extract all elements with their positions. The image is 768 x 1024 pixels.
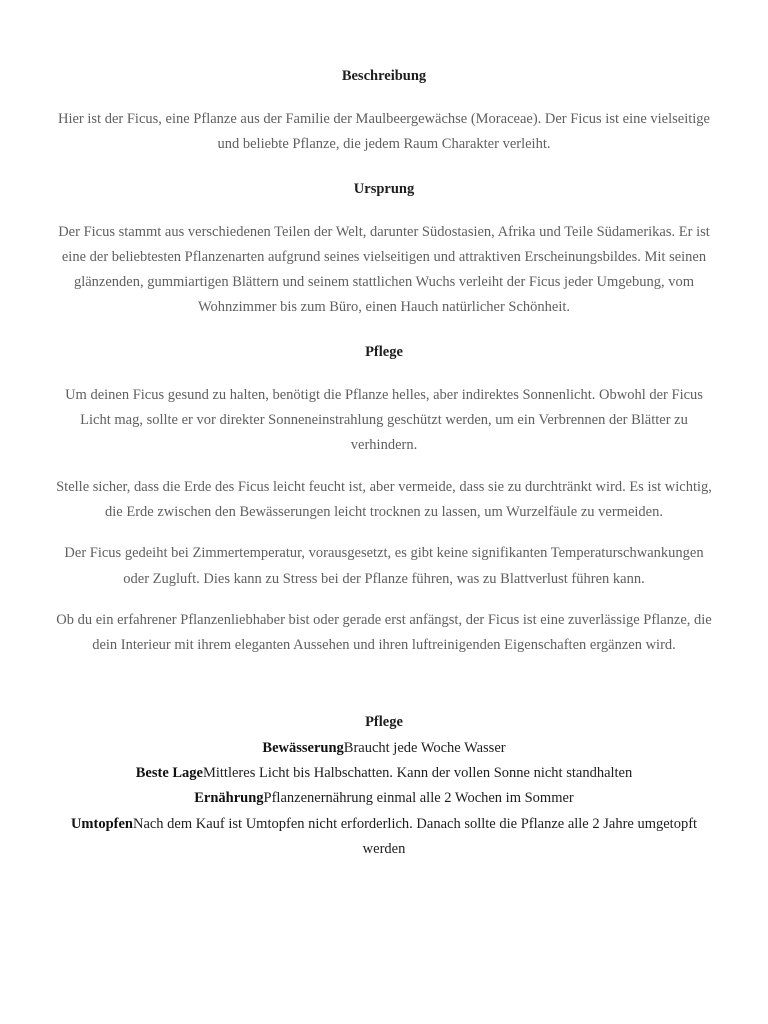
summary-value: Pflanzenernährung einmal alle 2 Wochen im Sommer bbox=[263, 790, 574, 807]
summary-label: Umtopfen bbox=[70, 815, 133, 832]
summary-row-beste-lage bbox=[56, 761, 712, 786]
summary-label: Bewässerung bbox=[262, 739, 344, 756]
summary-row-umtopfen bbox=[56, 812, 712, 863]
summary-label: Beste Lage bbox=[135, 765, 203, 782]
summary-value: Braucht jede Woche Wasser bbox=[343, 739, 506, 756]
heading-beschreibung: Beschreibung bbox=[341, 68, 427, 84]
paragraph-pflege-fazit: Ob du ein erfahrener Pflanzenliebhaber bist oder gerade erst anfängst, der Ficus ist eine zuverlässige Pflanze, die dein Interieur mit ihrem eleganten Aussehen und ihren luftreinigenden Eigenschaften ergänzen wird. bbox=[56, 611, 712, 654]
summary-row-ernaehrung bbox=[56, 786, 712, 811]
heading-pflege: Pflege bbox=[365, 343, 403, 360]
summary-label: Ernährung bbox=[194, 790, 264, 807]
paragraph-ursprung: Der Ficus stammt aus verschiedenen Teilen der Welt, darunter Südostasien, Afrika und Teile Südamerikas. Er ist eine der beliebtesten Pflanzenarten aufgrund seines vielseitigen und attraktiven Erscheinungsbildes. Mit seinen glänzenden, gummiartigen Blättern und seinem stattlichen Wuchs verleiht der Ficus jeder Umgebung, vom Wohnzimmer bis zum Büro, einen Hauch natürlicher Schönheit. bbox=[58, 223, 710, 316]
summary-row-bewaesserung bbox=[56, 736, 712, 761]
care-summary bbox=[56, 710, 712, 862]
heading-ursprung: Ursprung bbox=[353, 180, 415, 197]
paragraph-pflege-temperatur: Der Ficus gedeiht bei Zimmertemperatur, vorausgesetzt, es gibt keine signifikanten Temperaturschwankungen oder Zugluft. Dies kann zu Stress bei der Pflanze führen, was zu Blattverlust führen kann. bbox=[64, 545, 704, 587]
summary-value: Mittleres Licht bis Halbschatten. Kann der vollen Sonne nicht standhalten bbox=[202, 765, 633, 782]
paragraph-pflege-licht: Um deinen Ficus gesund zu halten, benötigt die Pflanze helles, aber indirektes Sonnenlicht. Obwohl der Ficus Licht mag, sollte er vor direkter Sonneneinstrahlung geschützt werden, um ein Verbrennen der Blätter zu verhindern. bbox=[65, 386, 703, 454]
paragraph-pflege-erde: Stelle sicher, dass die Erde des Ficus leicht feucht ist, aber vermeide, dass sie zu durchtränkt wird. Es ist wichtig, die Erde zwischen den Bewässerungen leicht trocknen zu lassen, um Wurzelfäule zu vermeiden. bbox=[56, 478, 712, 520]
heading-care-summary: Pflege bbox=[365, 714, 403, 731]
summary-value: Nach dem Kauf ist Umtopfen nicht erforderlich. Danach sollte die Pflanze alle 2 Jahre umgetopft werden bbox=[132, 815, 698, 857]
paragraph-beschreibung: Hier ist der Ficus, eine Pflanze aus der Familie der Maulbeergewächse (Moraceae). Der Ficus ist eine vielseitige und beliebte Pflanze, die jedem Raum Charakter verleiht. bbox=[58, 111, 710, 153]
